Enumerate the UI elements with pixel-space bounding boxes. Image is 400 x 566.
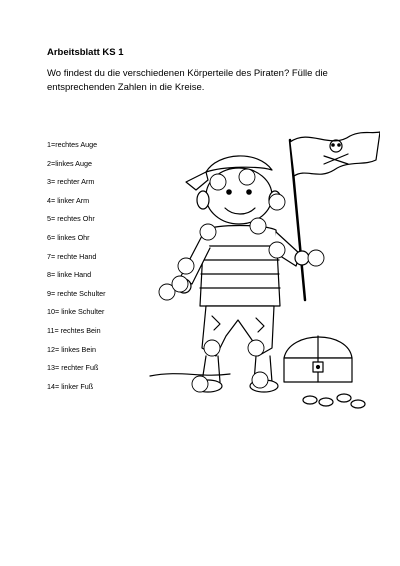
answer-circle[interactable]: [178, 258, 194, 274]
answer-circle[interactable]: [204, 340, 220, 356]
pirate-illustration: [140, 120, 380, 410]
pirate-flag: [290, 132, 380, 300]
worksheet-instruction: Wo findest du die verschiedenen Körperteile des Piraten? Fülle die entsprechenden Zahlen in die Kreise.: [47, 68, 328, 93]
answer-circle[interactable]: [192, 376, 208, 392]
legend-item: 2=linkes Auge: [47, 158, 92, 168]
answer-circle[interactable]: [252, 372, 268, 388]
coins: [303, 394, 365, 408]
legend-item: 5= rechtes Ohr: [47, 214, 95, 224]
legend-item: 4= linker Arm: [47, 195, 90, 205]
answer-circle[interactable]: [308, 250, 324, 266]
answer-circle[interactable]: [248, 340, 264, 356]
answer-circle[interactable]: [239, 169, 255, 185]
legend-item: 8= linke Hand: [47, 270, 92, 280]
body-part-legend: [47, 139, 106, 399]
legend-item: 6= linkes Ohr: [47, 232, 90, 242]
legend-item: 7= rechte Hand: [47, 251, 97, 261]
answer-circle[interactable]: [269, 194, 285, 210]
answer-circle[interactable]: [250, 218, 266, 234]
legend-item: 3= rechter Arm: [47, 177, 95, 187]
answer-circle[interactable]: [269, 242, 285, 258]
legend-item: 1=rechtes Auge: [47, 140, 98, 149]
answer-circle[interactable]: [200, 224, 216, 240]
answer-circle[interactable]: [210, 174, 226, 190]
legend-item: 10= linke Schulter: [47, 307, 105, 317]
treasure-chest: [284, 336, 352, 382]
legend-item: 11= rechtes Bein: [47, 325, 101, 335]
worksheet-title: Arbeitsblatt KS 1: [47, 47, 124, 58]
legend-item: 13= rechter Fuß: [47, 363, 99, 373]
answer-circle[interactable]: [172, 276, 188, 292]
legend-item: 14= linker Fuß: [47, 381, 94, 391]
legend-item: 9= rechte Schulter: [47, 288, 106, 298]
legend-item: 12= linkes Bein: [47, 344, 96, 354]
